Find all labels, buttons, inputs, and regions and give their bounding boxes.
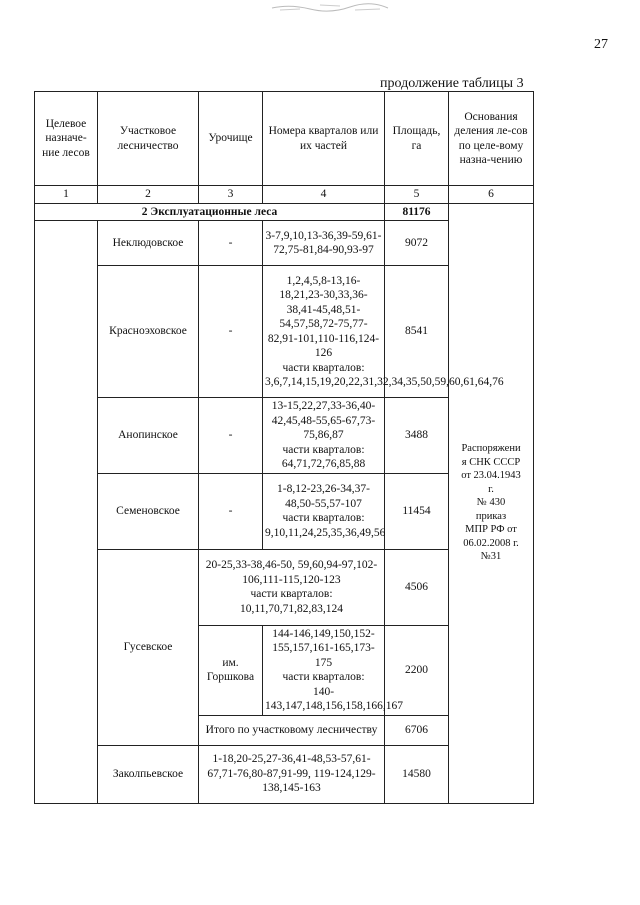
parts-list: 9,10,11,24,25,35,36,49,56 bbox=[265, 526, 386, 539]
parts-label: части кварталов: bbox=[250, 588, 333, 600]
section-row bbox=[35, 203, 534, 221]
header-basis: Основания деления ле-сов по целе-вому назна-чению bbox=[449, 92, 534, 186]
area-cell: 14580 bbox=[385, 745, 449, 803]
header-quarters: Номера кварталов или их частей bbox=[263, 92, 385, 186]
tract-cell: - bbox=[199, 398, 263, 474]
basis-text: №31 bbox=[480, 551, 502, 563]
district-name: Семеновское bbox=[98, 473, 199, 549]
quarters-list: 13-15,22,27,33-36,40-42,45,48-55,65-67,73-75,86,87 bbox=[271, 400, 376, 441]
area-cell: 11454 bbox=[385, 473, 449, 549]
parts-list: 10,11,70,71,82,83,124 bbox=[239, 602, 344, 615]
quarters-cell: 1-18,20-25,27-36,41-48,53-57,61-67,71-76,80-87,91-99, 119-124,129-138,145-163 bbox=[199, 745, 385, 803]
area-cell: 4506 bbox=[385, 549, 449, 625]
district-name: Заколпьевское bbox=[98, 745, 199, 803]
district-name: Анопинское bbox=[98, 398, 199, 474]
tract-cell: - bbox=[199, 266, 263, 398]
quarters-cell bbox=[263, 473, 385, 549]
column-number-row bbox=[35, 186, 534, 204]
tract-cell: - bbox=[199, 473, 263, 549]
section-total: 81176 bbox=[385, 203, 449, 221]
header-purpose: Целевое назначе-ние лесов bbox=[35, 92, 98, 186]
quarters-cell: 3-7,9,10,13-36,39-59,61-72,75-81,84-90,93-97 bbox=[263, 221, 385, 266]
parts-list: 140-143,147,148,156,158,166,167 bbox=[265, 685, 403, 712]
tract-cell: - bbox=[199, 221, 263, 266]
col-number: 1 bbox=[35, 186, 98, 204]
basis-text: № 430 bbox=[476, 497, 506, 509]
quarters-cell bbox=[263, 625, 403, 715]
page-number: 27 bbox=[594, 37, 608, 52]
basis-text: 06.02.2008 г. bbox=[463, 537, 519, 549]
quarters-list: 20-25,33-38,46-50, 59,60,94-97,102-106,111-115,120-123 bbox=[205, 559, 378, 586]
col-number: 4 bbox=[263, 186, 385, 204]
section-title: 2 Эксплуатационные леса bbox=[35, 203, 385, 221]
basis-text: г. bbox=[488, 483, 494, 495]
parts-list: 64,71,72,76,85,88 bbox=[281, 458, 366, 470]
header-row bbox=[35, 92, 534, 186]
area-cell: 8541 bbox=[385, 266, 449, 398]
basis-text: от 23.04.1943 bbox=[461, 470, 521, 482]
quarters-cell bbox=[263, 398, 385, 474]
subtotal-area: 6706 bbox=[385, 715, 449, 745]
district-name: Неклюдовское bbox=[98, 221, 199, 266]
basis-text: Распоряжени bbox=[461, 443, 521, 455]
parts-label: части кварталов: bbox=[282, 443, 365, 456]
quarters-list: 1-8,12-23,26-34,37-48,50-55,57-107 bbox=[277, 483, 370, 510]
quarters-cell bbox=[199, 549, 385, 625]
subtotal-label: Итого по участковому лесничеству bbox=[199, 715, 385, 745]
col-number: 3 bbox=[199, 186, 263, 204]
parts-label: части кварталов: bbox=[282, 512, 365, 524]
scan-artifact bbox=[270, 2, 390, 12]
col-number: 5 bbox=[385, 186, 449, 204]
col-number: 2 bbox=[98, 186, 199, 204]
district-name: Гусевское bbox=[98, 549, 199, 745]
parts-label: части кварталов: bbox=[282, 671, 365, 683]
purpose-cell bbox=[35, 221, 98, 804]
header-area: Площадь, га bbox=[385, 92, 449, 186]
area-cell: 9072 bbox=[385, 221, 449, 266]
table-continuation-caption: продолжение таблицы 3 bbox=[380, 76, 524, 91]
parts-label: части кварталов: bbox=[282, 361, 365, 374]
parts-list: 3,6,7,14,15,19,20,22,31,32,34,35,50,59,60,61,64,76 bbox=[265, 376, 504, 388]
quarters-list: 1,2,4,5,8-13,16-18,21,23-30,33,36-38,41-45,48,51-54,57,58,72-75,77-82,91-101,110-116,124-126 bbox=[267, 274, 380, 359]
area-cell: 3488 bbox=[385, 398, 449, 474]
district-name: Красноэховское bbox=[98, 266, 199, 398]
basis-text: приказ bbox=[475, 510, 507, 522]
tract-cell: им. Горшкова bbox=[199, 625, 263, 715]
area-cell: 2200 bbox=[385, 625, 449, 715]
quarters-list: 144-146,149,150,152-155,157,161-165,173-175 bbox=[272, 627, 375, 669]
basis-text: я СНК СССР bbox=[461, 456, 521, 468]
header-tract: Урочище bbox=[199, 92, 263, 186]
header-district: Участковое лесничество bbox=[98, 92, 199, 186]
forest-division-table bbox=[34, 91, 534, 804]
basis-text: МПР РФ от bbox=[465, 524, 517, 536]
basis-cell bbox=[449, 203, 534, 803]
col-number: 6 bbox=[449, 186, 534, 204]
